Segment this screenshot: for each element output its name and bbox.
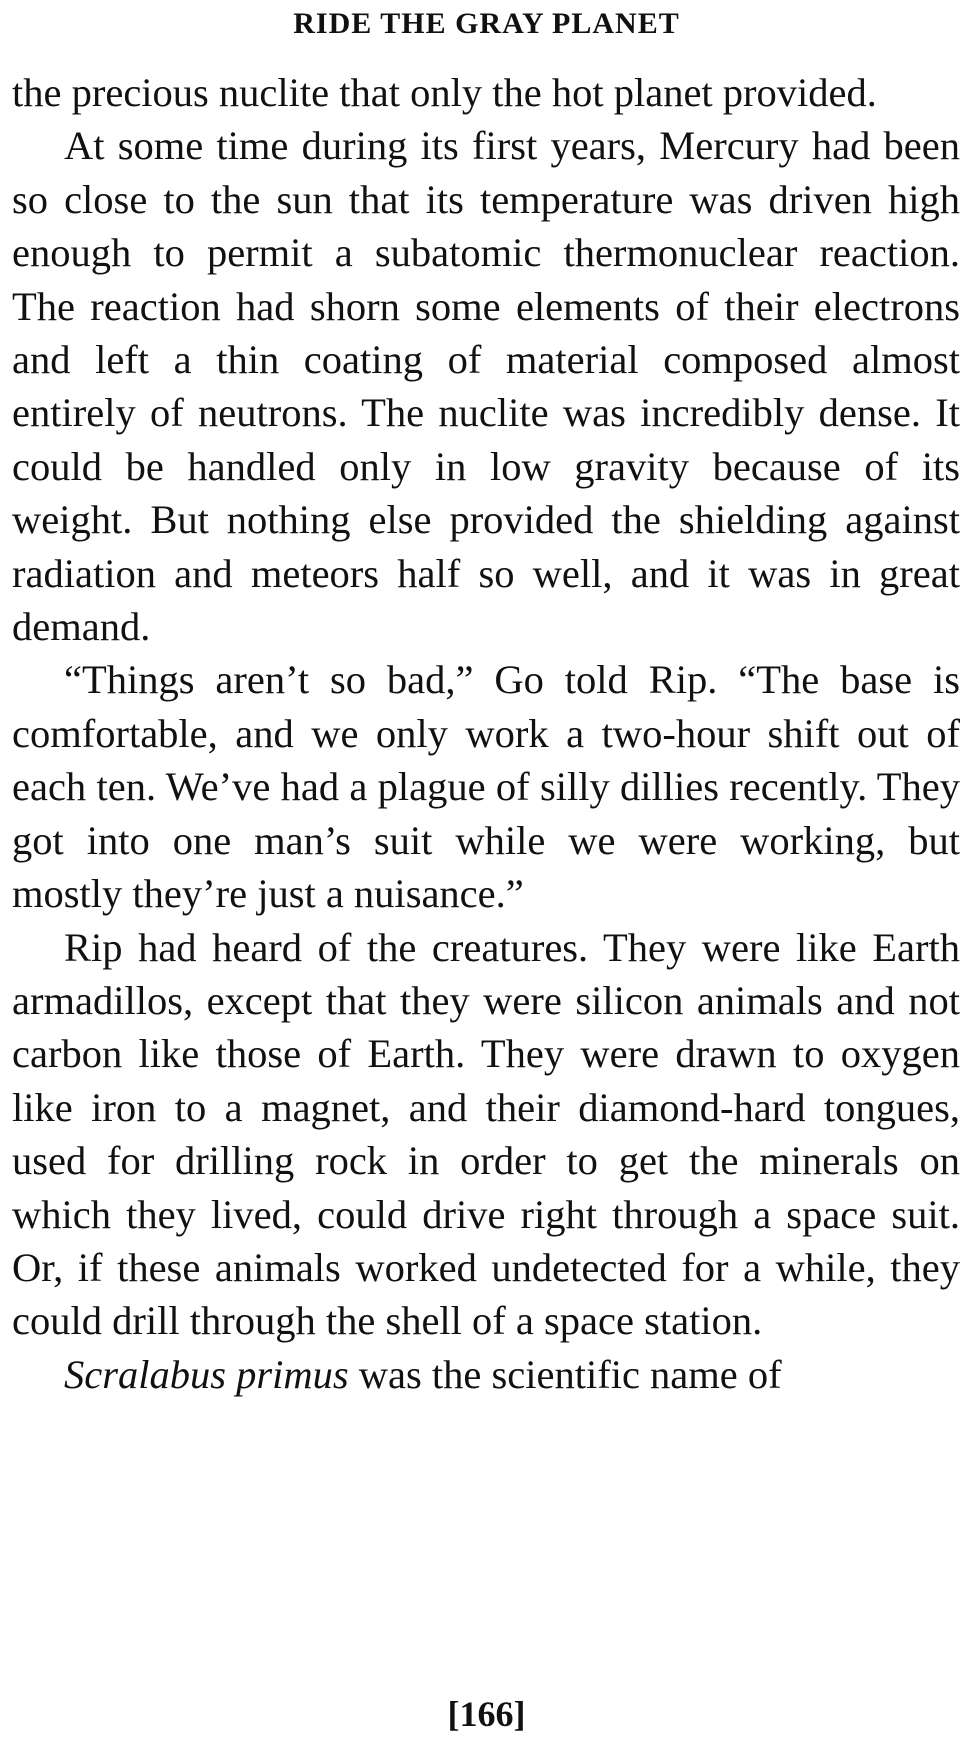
running-head: RIDE THE GRAY PLANET bbox=[293, 7, 680, 40]
paragraph-creatures: Rip had heard of the creatures. They were like Earth armadillos, except that they were silicon animals and not carbon like those of Earth. They were drawn to oxygen like iron to a magnet, and their diamond-hard tongues, used for drilling rock in order to get the minerals on which they lived, could drive right through a space suit. Or, if these animals worked undetected for a while, they could drill through the shell of a space station. bbox=[12, 924, 960, 1344]
page-number: [166] bbox=[447, 1694, 526, 1734]
paragraph-tail: was the scientific name of bbox=[348, 1351, 782, 1397]
paragraph-scientific-name bbox=[12, 1348, 960, 1401]
scientific-name: Scralabus primus bbox=[64, 1351, 349, 1397]
paragraph-continuation: the precious nuclite that only the hot planet provided. bbox=[12, 70, 877, 115]
paragraph-dialogue: “Things aren’t so bad,” Go told Rip. “The base is comfortable, and we only work a two-hour shift out of each ten. We’ve had a plague of silly dillies recently. They got into one man’s suit while we were working, but mostly they’re just a nuisance.” bbox=[12, 657, 960, 917]
body-text bbox=[12, 66, 960, 1401]
paragraph-mercury: At some time during its first years, Mercury had been so close to the sun that its temperature was driven high enough to permit a subatomic thermonuclear reaction. The reaction had shorn some elements of their electrons and left a thin coating of material composed almost entirely of neutrons. The nuclite was incredibly dense. It could be handled only in low gravity because of its weight. But nothing else provided the shielding against radiation and meteors half so well, and it was in great demand. bbox=[12, 123, 960, 650]
